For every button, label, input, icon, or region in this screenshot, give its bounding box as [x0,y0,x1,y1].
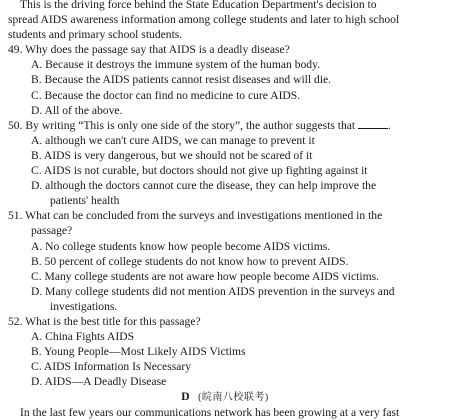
question-49-option-c: C. Because the doctor can find no medicine to cure AIDS. [31,88,301,102]
question-50-stem-end: . [388,118,391,132]
question-51-option-d: D. Many college students did not mention AIDS prevention in the surveys and [31,284,395,298]
intro-line-3: students and primary school students. [8,28,183,42]
question-49-option-a: A. Because it destroys the immune system of the human body. [31,58,321,72]
question-49-option-d: D. All of the above. [31,103,123,117]
question-51-stem-cont: passage? [31,224,73,238]
question-50-option-d: D. although the doctors cannot cure the disease, they can help improve the [31,179,377,193]
question-52-option-d: D. AIDS—A Deadly Disease [31,375,167,389]
question-52-stem: 52. What is the best title for this passage? [8,314,201,328]
question-51-option-b: B. 50 percent of college students do not know how to prevent AIDS. [31,254,349,268]
question-50-option-c: C. AIDS is not curable, but doctors should not give up fighting against it [31,164,368,178]
question-50-option-a: A. although we can't cure AIDS, we can manage to prevent it [31,133,315,147]
question-50-stem-text: 50. By writing “This is only one side of the story”, the author suggests that [8,118,356,132]
question-51-option-c: C. Many college students are not aware how people become AIDS victims. [31,269,380,283]
question-49-stem: 49. Why does the passage say that AIDS is a deadly disease? [8,43,290,57]
section-heading [0,389,450,404]
intro-line-1: This is the driving force behind the State Education Department's decision to [20,0,377,11]
section-letter: D [181,390,191,404]
question-51-stem: 51. What can be concluded from the surveys and investigations mentioned in the [8,209,383,223]
question-52-option-a: A. China Fights AIDS [31,330,135,344]
question-52-option-b: B. Young People—Most Likely AIDS Victims [31,345,246,359]
answer-blank [358,118,388,129]
question-51-option-a: A. No college students know how people become AIDS victims. [31,239,331,253]
intro-line-2: spread AIDS awareness information among college students and later to high school [8,13,400,27]
question-52-option-c: C. AIDS Information Is Necessary [31,360,192,374]
question-49-option-b: B. Because the AIDS patients cannot resist diseases and will die. [31,73,332,87]
question-50-option-b: B. AIDS is very dangerous, but we should not be scared of it [31,148,313,162]
question-51-option-d-cont: investigations. [50,299,118,313]
section-source: (皖南八校联考) [198,392,269,404]
question-50-option-d-cont: patients' health [50,194,120,208]
passage-d-first-line: In the last few years our communications network has been growing at a very fast [20,405,400,419]
question-50-stem [0,118,450,133]
